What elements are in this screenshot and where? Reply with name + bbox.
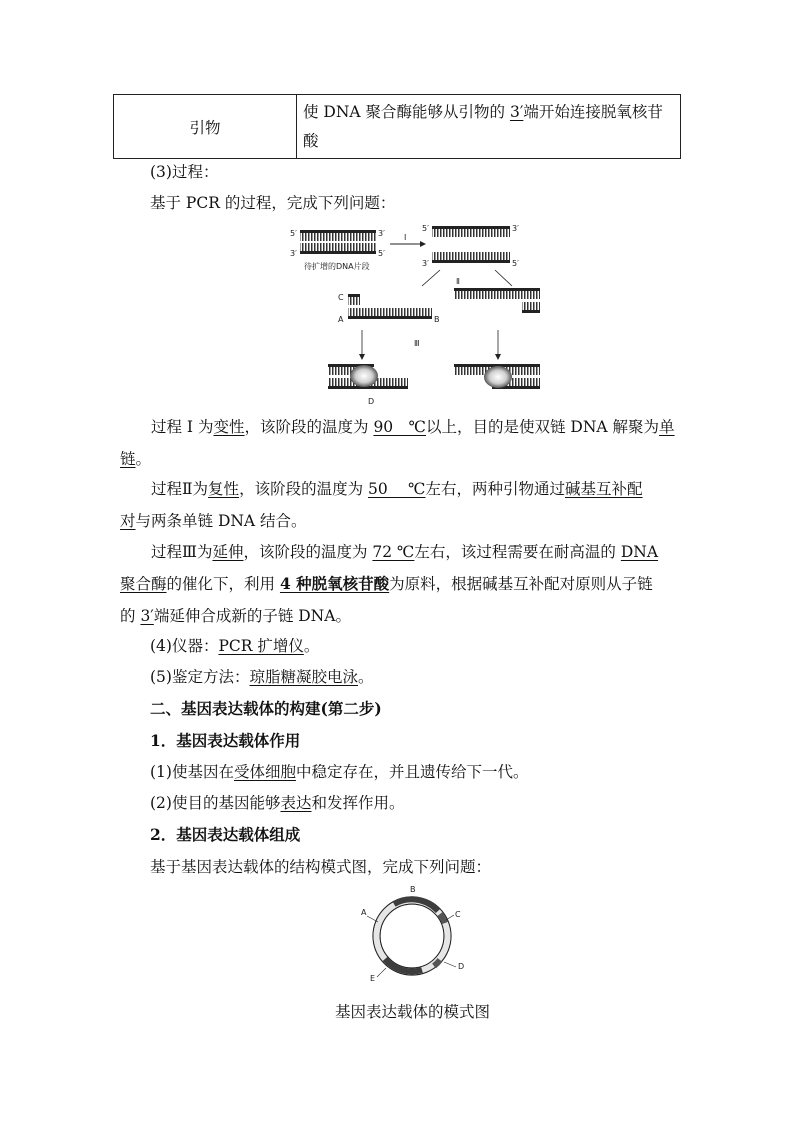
label-3prime-b: 3′ xyxy=(290,249,297,258)
process-heading: (3)过程： xyxy=(150,163,219,181)
label-B: B xyxy=(434,315,440,324)
step-I-paragraph: 过程 Ⅰ 为变性，该阶段的温度为 90 ℃以上，目的是使双链 DNA 解聚为单 链。 xyxy=(120,418,675,468)
vector-intro: 基于基因表达载体的结构模式图，完成下列问题： xyxy=(150,858,492,876)
expression-vector-figure xyxy=(352,884,472,994)
pcr-intro: 基于 PCR 的过程，完成下列问题： xyxy=(150,194,396,212)
segment-E xyxy=(385,959,422,971)
role-2: (2)使目的基因能够表达和发挥作用。 xyxy=(150,794,405,812)
pcr-process-figure xyxy=(290,222,550,408)
step-I-answer-temp: 90 ℃ xyxy=(373,418,426,436)
label-5prime-c: 5′ xyxy=(422,224,429,233)
identify-answer: 琼脂糖凝胶电泳 xyxy=(249,668,358,686)
step-III-answer-dntp: 4 种脱氧核苷酸 xyxy=(279,574,390,593)
identify-line: (5)鉴定方法：琼脂糖凝胶电泳。 xyxy=(150,668,374,686)
vector-label-E: E xyxy=(370,974,376,983)
step-III-answer-dna: DNA xyxy=(620,543,659,561)
vector-figure-caption: 基因表达载体的模式图 xyxy=(335,1003,491,1021)
strand-top-bases xyxy=(300,233,376,241)
strand-bottom-bases xyxy=(300,243,376,251)
section-2-heading: 二、基因表达载体的构建(第二步) xyxy=(150,699,382,718)
step-II-answer-temp: 50 ℃ xyxy=(368,480,426,498)
step-III-answer-extend: 延伸 xyxy=(212,543,244,561)
table-def-line2: 酸 xyxy=(303,131,319,150)
subheading-2: 2．基因表达载体组成 xyxy=(150,825,301,844)
label-C: C xyxy=(338,293,344,302)
vector-label-D: D xyxy=(458,962,465,971)
label-5prime-a: 5′ xyxy=(290,229,297,238)
step-II-answer-anneal: 复性 xyxy=(208,480,240,498)
step-II-paragraph: 过程Ⅱ为复性，该阶段的温度为 50 ℃左右，两种引物通过碱基互补配 对与两条单链 DNA 结合。 xyxy=(120,480,643,530)
step-I-answer-single: 单 xyxy=(659,418,675,436)
table-def-pre: 使 DNA 聚合酶能够从引物的 xyxy=(303,102,510,121)
primer-table xyxy=(113,94,681,159)
role-2-answer: 表达 xyxy=(280,794,312,812)
label-5prime-b: 5′ xyxy=(378,249,385,258)
instrument-answer: PCR 扩增仪 xyxy=(218,637,304,655)
role-1: (1)使基因在受体细胞中稳定存在，并且遗传给下一代。 xyxy=(150,763,529,781)
polymerase-left xyxy=(350,365,378,387)
vector-label-A: A xyxy=(361,908,367,917)
table-def-post: 端开始连接脱氧核苷 xyxy=(523,102,663,121)
label-3prime-a: 3′ xyxy=(378,229,385,238)
step-I-answer-denature: 变性 xyxy=(213,418,245,436)
strand-top xyxy=(300,230,376,233)
step-II-label: Ⅱ xyxy=(456,277,460,286)
instrument-line: (4)仪器：PCR 扩增仪。 xyxy=(150,637,320,655)
label-D: D xyxy=(368,397,375,406)
role-1-answer: 受体细胞 xyxy=(233,763,296,781)
step-I-label: Ⅰ xyxy=(404,233,407,242)
step-III-answer-temp: 72 ℃ xyxy=(372,543,415,561)
label-3prime-c: 3′ xyxy=(512,224,519,233)
table-definition-cell xyxy=(297,95,681,159)
label-5prime-d: 5′ xyxy=(512,259,519,268)
step-III-answer-3prime: 3′ xyxy=(140,607,154,625)
vector-label-C: C xyxy=(455,910,461,919)
subheading-1: 1．基因表达载体作用 xyxy=(150,731,301,750)
plasmid-inner xyxy=(380,904,444,968)
dna-fragment-caption: 待扩增的DNA片段 xyxy=(304,262,370,271)
step-III-label: Ⅲ xyxy=(414,339,420,348)
step-II-answer-pairing: 碱基互补配 xyxy=(565,480,643,498)
label-A: A xyxy=(338,315,344,324)
polymerase-right xyxy=(484,366,512,388)
step-III-paragraph: 过程Ⅲ为延伸，该阶段的温度为 72 ℃左右，该过程需要在耐高温的 DNA 聚合酶的催化下，利用 4 种脱氧核苷酸为原料，根据碱基互补配对原则从子链 的 3′端延伸合成新的子链 DNA。 xyxy=(120,543,659,625)
table-term-cell: 引物 xyxy=(114,95,297,159)
strand-bottom xyxy=(300,251,376,254)
vector-label-B: B xyxy=(410,885,416,894)
table-def-3prime: 3′ xyxy=(509,102,524,121)
label-3prime-d: 3′ xyxy=(422,259,429,268)
